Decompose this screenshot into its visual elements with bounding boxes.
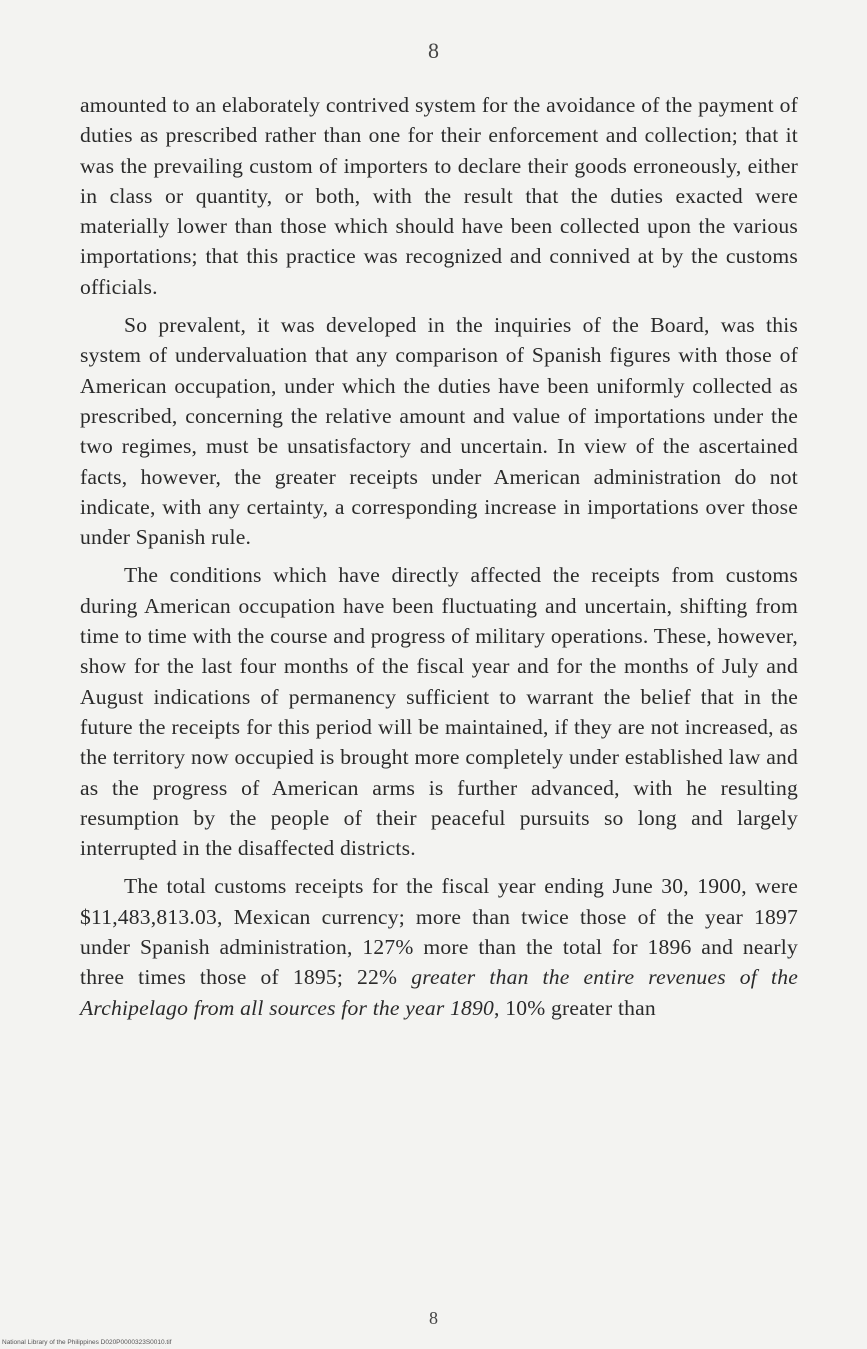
- page-number-bottom: 8: [429, 1308, 438, 1328]
- footer-credit: National Library of the Philippines D020P0000323S0010.tif: [2, 1339, 172, 1346]
- page-number-top: 8: [428, 38, 439, 63]
- paragraph-3: The conditions which have directly affected the receipts from customs during American occupation have been fluctuating and uncertain, shifting from time to time with the course and progress of military operations. These, however, show for the last four months of the fiscal year and for the months of July and August indications of permanency sufficient to warrant the belief that in the future the receipts for this period will be maintained, if they are not increased, as the territory now occupied is brought more completely under established law and as the progress of American arms is further advanced, with he resulting resumption by the people of their peaceful pursuits so long and largely interrupted in the disaffected districts.: [80, 563, 798, 861]
- paragraph-1: amounted to an elaborately contrived system for the avoidance of the payment of duties as prescribed rather than one for their enforcement and collection; that it was the prevailing custom of importers to declare their goods erroneously, either in class or quantity, or both, with the result that the duties exacted were materially lower than those which should have been collected upon the various importations; that this practice was recognized and connived at by the customs officials.: [80, 93, 798, 299]
- body-text: [80, 90, 798, 1031]
- paragraph-4: [80, 871, 798, 1022]
- paragraph-4-text-end: , 10% greater than: [494, 995, 656, 1020]
- paragraph-4-text: The total customs receipts for the fiscal year ending June 30, 1900, were $11,483,813.03, Mexican currency; more than twice those of the year 1897 under Spanish administration, 127% more than the total for 1896 and nearly three times those of 1895; 22%: [80, 874, 798, 990]
- paragraph-4-italic-text: greater than the entire revenues of the Archipelago from all sources for the year 1890: [80, 965, 798, 1020]
- paragraph-2: So prevalent, it was developed in the inquiries of the Board, was this system of undervaluation that any comparison of Spanish figures with those of American occupation, under which the duties have been uniformly collected as prescribed, concerning the relative amount and value of importations under the two regimes, must be unsatisfactory and uncertain. In view of the ascertained facts, however, the greater receipts under American administration do not indicate, with any certainty, a corresponding increase in importations over those under Spanish rule.: [80, 313, 798, 550]
